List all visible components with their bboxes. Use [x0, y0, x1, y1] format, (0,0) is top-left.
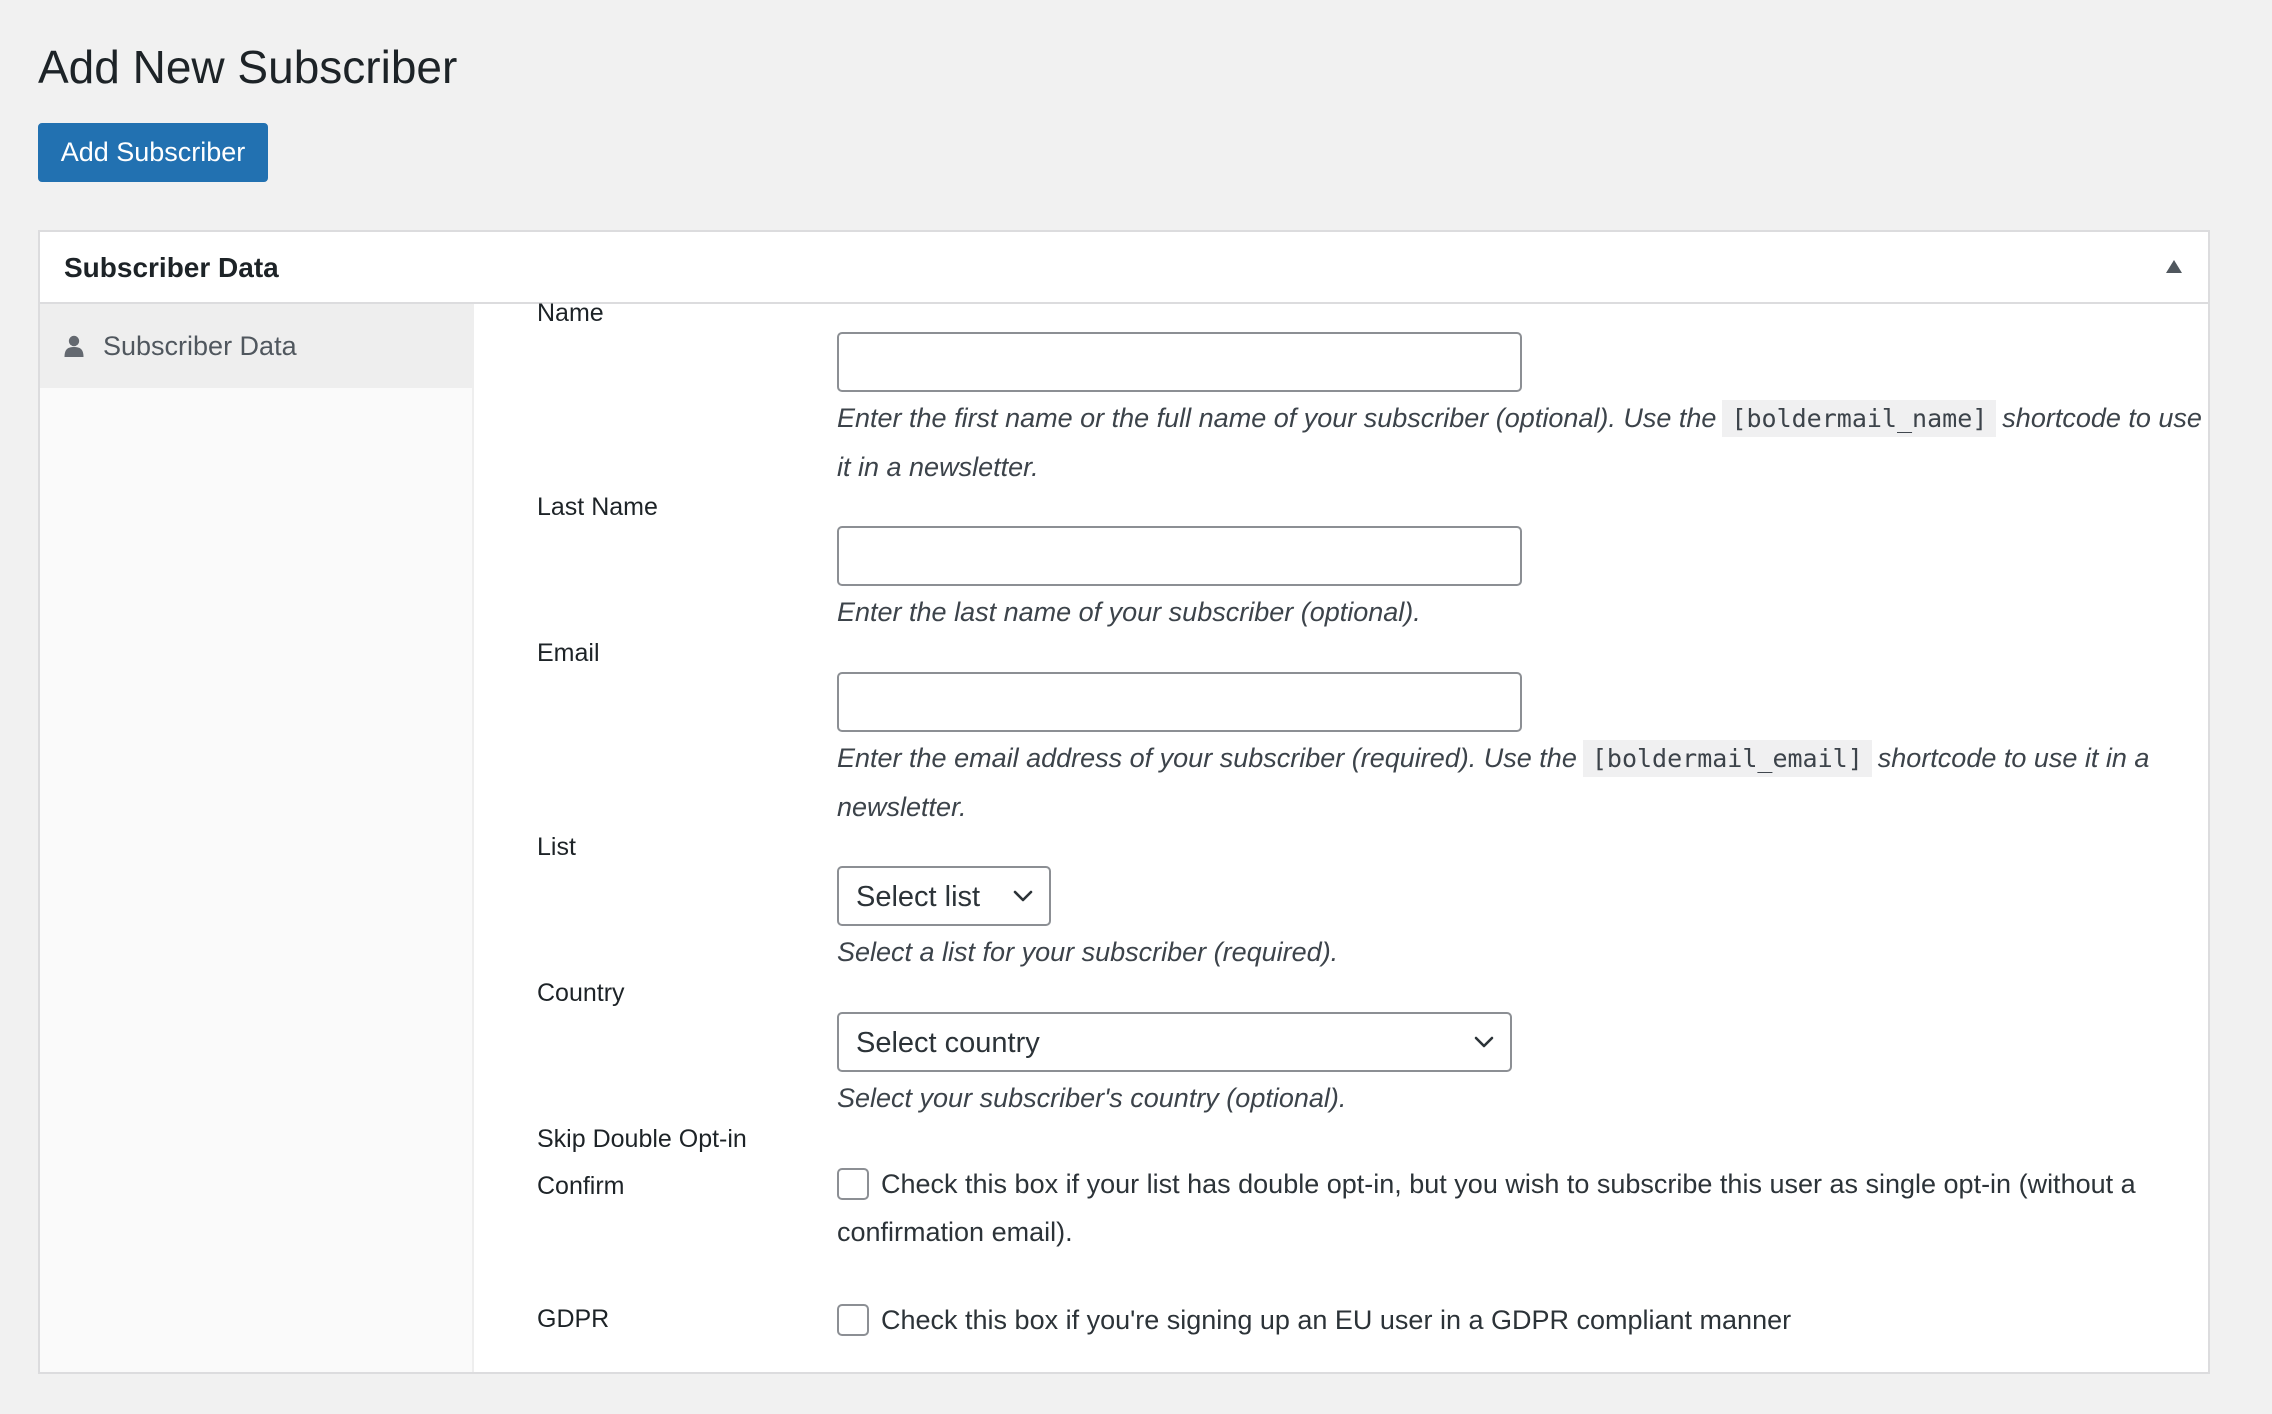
- chevron-down-icon: [1013, 889, 1033, 903]
- list-select-value: Select list: [856, 881, 981, 913]
- last-name-input[interactable]: [837, 526, 1522, 586]
- list-label: List: [537, 833, 576, 861]
- tab-label: Subscriber Data: [103, 331, 297, 361]
- name-shortcode: [boldermail_name]: [1722, 400, 1996, 437]
- email-desc-text-end: shortcode to use it in a newsletter.: [837, 743, 2150, 822]
- email-shortcode: [boldermail_email]: [1583, 740, 1872, 777]
- panel-header: [40, 232, 2208, 304]
- gdpr-label: GDPR: [537, 1305, 610, 1333]
- page-title: Add New Subscriber: [38, 41, 458, 93]
- last-name-description: Enter the last name of your subscriber (optional).: [837, 597, 1421, 627]
- country-label: Country: [537, 979, 625, 1007]
- user-icon: [64, 335, 84, 357]
- name-desc-text-end: shortcode to use it in a newsletter.: [837, 403, 2202, 482]
- skip-double-optin-text: Check this box if your list has double opt-in, but you wish to subscribe this user as single opt-in (without a confirmation email).: [837, 1169, 2136, 1247]
- tab-subscriber-data[interactable]: [40, 304, 472, 388]
- add-subscriber-button[interactable]: Add Subscriber: [38, 123, 268, 182]
- email-input[interactable]: [837, 672, 1522, 732]
- subscriber-data-panel: [38, 230, 2210, 1374]
- email-description: [837, 734, 2217, 831]
- name-description: [837, 394, 2217, 491]
- skip-double-optin-label: Skip Double Opt-in Confirm: [537, 1125, 747, 1200]
- name-input[interactable]: [837, 332, 1522, 392]
- panel-tabs: [40, 304, 474, 1372]
- name-desc-text: Enter the first name or the full name of your subscriber (optional). Use the: [837, 403, 1717, 433]
- panel-title: Subscriber Data: [64, 252, 279, 283]
- last-name-label: Last Name: [537, 493, 658, 521]
- email-desc-text: Enter the email address of your subscriber (required). Use the: [837, 743, 1577, 773]
- country-select-value: Select country: [856, 1027, 1040, 1059]
- country-select[interactable]: [837, 1012, 1512, 1072]
- chevron-down-icon: [1474, 1035, 1494, 1049]
- arrow-up-icon[interactable]: [2166, 260, 2182, 273]
- list-select[interactable]: [837, 866, 1051, 926]
- list-description: Select a list for your subscriber (required).: [837, 937, 1339, 967]
- email-label: Email: [537, 639, 600, 667]
- country-description: Select your subscriber's country (optional).: [837, 1083, 1347, 1113]
- gdpr-text: Check this box if you're signing up an EU user in a GDPR compliant manner: [881, 1305, 1792, 1335]
- name-label: Name: [537, 299, 604, 327]
